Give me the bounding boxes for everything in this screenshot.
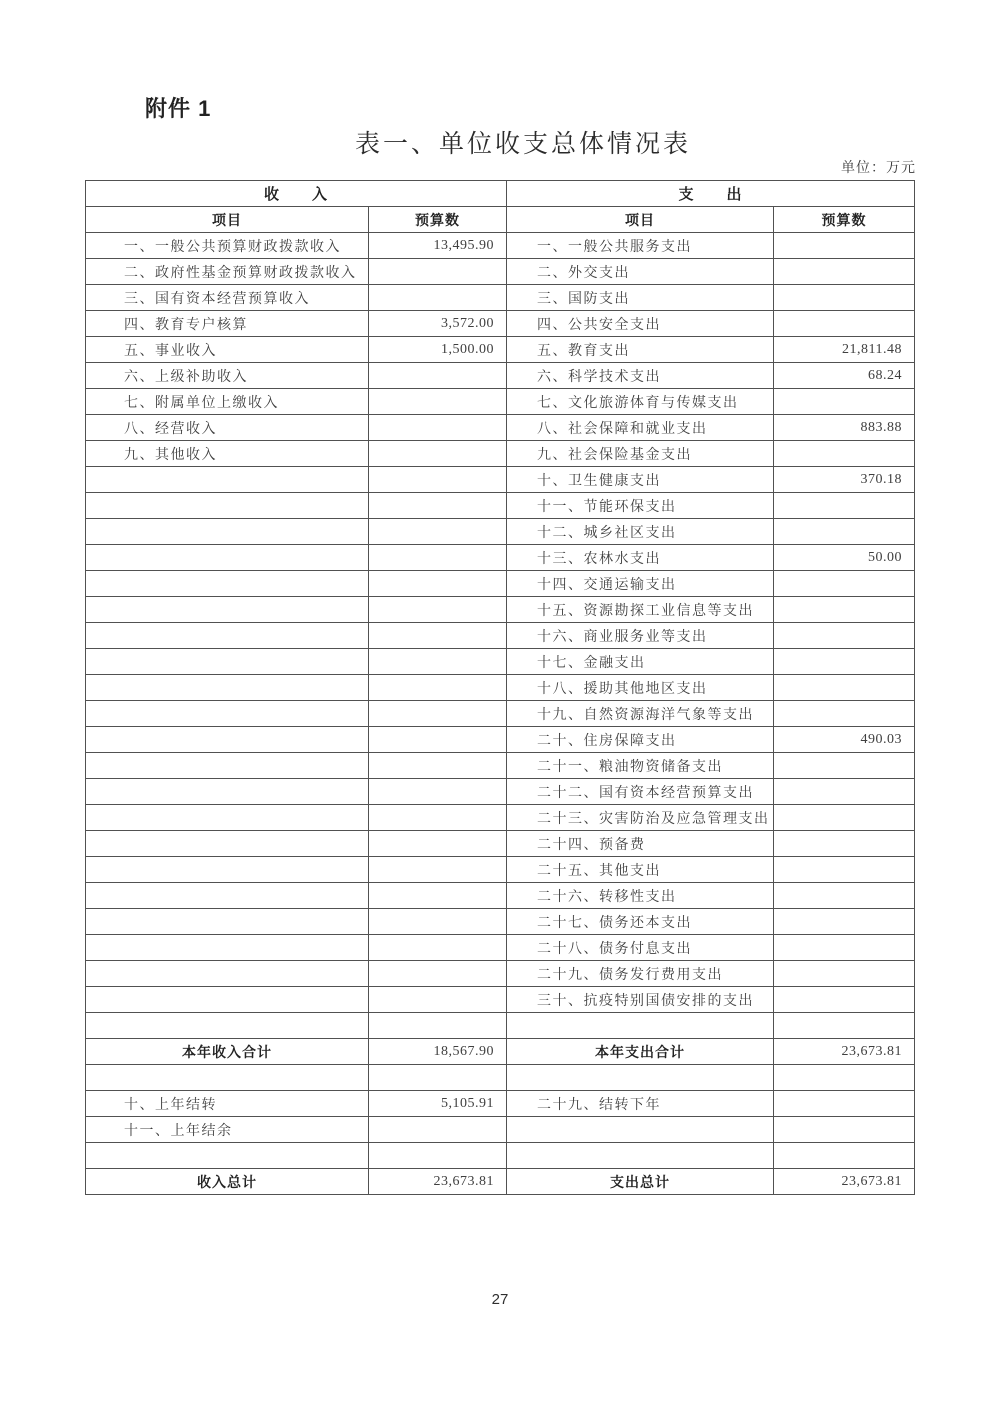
expense-item-cell: 三、国防支出 xyxy=(507,285,774,311)
income-value-cell: 18,567.90 xyxy=(369,1039,507,1065)
expense-item-header: 项目 xyxy=(507,207,774,233)
income-item-cell xyxy=(86,545,369,571)
income-value-cell xyxy=(369,259,507,285)
expense-item-cell: 二十九、结转下年 xyxy=(507,1091,774,1117)
income-item-header: 项目 xyxy=(86,207,369,233)
table-row xyxy=(86,415,915,441)
expense-value-cell xyxy=(774,441,915,467)
table-row xyxy=(86,675,915,701)
income-value-cell xyxy=(369,909,507,935)
expense-value-cell xyxy=(774,987,915,1013)
expense-item-cell: 二十、住房保障支出 xyxy=(507,727,774,753)
income-item-cell xyxy=(86,493,369,519)
income-item-cell xyxy=(86,1013,369,1039)
income-value-cell xyxy=(369,675,507,701)
expense-value-cell xyxy=(774,597,915,623)
table-row xyxy=(86,1065,915,1091)
income-item-cell: 八、经营收入 xyxy=(86,415,369,441)
table-row xyxy=(86,571,915,597)
income-value-cell: 23,673.81 xyxy=(369,1169,507,1195)
income-item-cell xyxy=(86,675,369,701)
expense-value-cell xyxy=(774,1065,915,1091)
table-row xyxy=(86,493,915,519)
income-value-cell xyxy=(369,1065,507,1091)
expense-value-cell xyxy=(774,389,915,415)
expense-value-cell xyxy=(774,961,915,987)
table-row xyxy=(86,1143,915,1169)
expense-value-cell xyxy=(774,649,915,675)
expense-item-cell: 二十一、粮油物资储备支出 xyxy=(507,753,774,779)
expense-value-cell xyxy=(774,883,915,909)
income-value-cell xyxy=(369,597,507,623)
income-item-cell xyxy=(86,753,369,779)
expense-item-cell: 二十八、债务付息支出 xyxy=(507,935,774,961)
expense-item-cell: 二、外交支出 xyxy=(507,259,774,285)
income-value-cell xyxy=(369,519,507,545)
table-row xyxy=(86,389,915,415)
section-header-row xyxy=(86,181,915,207)
expense-value-cell xyxy=(774,623,915,649)
expense-value-cell xyxy=(774,909,915,935)
expense-item-cell: 一、一般公共服务支出 xyxy=(507,233,774,259)
income-value-cell xyxy=(369,883,507,909)
expense-item-cell: 十二、城乡社区支出 xyxy=(507,519,774,545)
income-item-cell: 十、上年结转 xyxy=(86,1091,369,1117)
income-item-cell: 九、其他收入 xyxy=(86,441,369,467)
expense-item-cell: 本年支出合计 xyxy=(507,1039,774,1065)
income-value-cell xyxy=(369,415,507,441)
income-item-cell xyxy=(86,831,369,857)
expense-item-cell: 五、教育支出 xyxy=(507,337,774,363)
income-item-cell: 七、附属单位上缴收入 xyxy=(86,389,369,415)
income-value-cell xyxy=(369,727,507,753)
table-row xyxy=(86,857,915,883)
table-row xyxy=(86,519,915,545)
income-value-cell xyxy=(369,831,507,857)
expense-item-cell xyxy=(507,1117,774,1143)
income-item-cell xyxy=(86,909,369,935)
income-value-cell xyxy=(369,623,507,649)
table-row xyxy=(86,753,915,779)
income-value-cell xyxy=(369,1013,507,1039)
income-value-cell xyxy=(369,857,507,883)
column-header-row xyxy=(86,207,915,233)
table-row xyxy=(86,233,915,259)
income-item-cell xyxy=(86,805,369,831)
income-item-cell xyxy=(86,649,369,675)
expense-value-cell: 490.03 xyxy=(774,727,915,753)
income-item-cell xyxy=(86,779,369,805)
expense-value-cell xyxy=(774,259,915,285)
expense-section-header: 支 出 xyxy=(507,181,915,207)
page-title: 表一、单位收支总体情况表 xyxy=(354,131,691,158)
income-value-cell xyxy=(369,935,507,961)
expense-item-cell: 支出总计 xyxy=(507,1169,774,1195)
total-row xyxy=(86,1039,915,1065)
unit-note: 单位：万元 xyxy=(841,161,916,176)
expense-item-cell: 十、卫生健康支出 xyxy=(507,467,774,493)
table-row xyxy=(86,311,915,337)
table-row xyxy=(86,831,915,857)
income-value-cell xyxy=(369,467,507,493)
expense-item-cell: 二十七、债务还本支出 xyxy=(507,909,774,935)
income-item-cell xyxy=(86,571,369,597)
expense-value-cell: 883.88 xyxy=(774,415,915,441)
table-row xyxy=(86,441,915,467)
table-row xyxy=(86,1117,915,1143)
expense-item-cell: 二十四、预备费 xyxy=(507,831,774,857)
expense-item-cell: 二十九、债务发行费用支出 xyxy=(507,961,774,987)
expense-value-cell xyxy=(774,701,915,727)
income-value-cell xyxy=(369,363,507,389)
table-row xyxy=(86,363,915,389)
expense-item-cell xyxy=(507,1013,774,1039)
table-row xyxy=(86,961,915,987)
expense-value-cell xyxy=(774,753,915,779)
expense-value-cell xyxy=(774,805,915,831)
income-value-cell: 1,500.00 xyxy=(369,337,507,363)
expense-item-cell: 二十二、国有资本经营预算支出 xyxy=(507,779,774,805)
expense-item-cell: 七、文化旅游体育与传媒支出 xyxy=(507,389,774,415)
table-row xyxy=(86,337,915,363)
expense-item-cell: 十三、农林水支出 xyxy=(507,545,774,571)
income-item-cell xyxy=(86,623,369,649)
income-item-cell xyxy=(86,1065,369,1091)
income-value-cell xyxy=(369,805,507,831)
table-row xyxy=(86,259,915,285)
expense-item-cell: 二十三、灾害防治及应急管理支出 xyxy=(507,805,774,831)
income-value-cell xyxy=(369,389,507,415)
table-row xyxy=(86,285,915,311)
table-row xyxy=(86,805,915,831)
expense-value-cell: 23,673.81 xyxy=(774,1039,915,1065)
expense-item-cell: 二十五、其他支出 xyxy=(507,857,774,883)
income-value-cell: 5,105.91 xyxy=(369,1091,507,1117)
expense-value-cell xyxy=(774,493,915,519)
income-value-cell xyxy=(369,753,507,779)
income-item-cell xyxy=(86,597,369,623)
expense-item-cell: 十八、援助其他地区支出 xyxy=(507,675,774,701)
income-value-cell xyxy=(369,961,507,987)
income-section-header: 收 入 xyxy=(86,181,507,207)
income-value-cell xyxy=(369,701,507,727)
income-item-cell xyxy=(86,727,369,753)
expense-item-cell: 十五、资源勘探工业信息等支出 xyxy=(507,597,774,623)
expense-value-cell xyxy=(774,935,915,961)
expense-value-cell xyxy=(774,233,915,259)
expense-value-cell: 50.00 xyxy=(774,545,915,571)
expense-value-cell: 370.18 xyxy=(774,467,915,493)
table-row xyxy=(86,701,915,727)
page-number: 27 xyxy=(491,1291,509,1308)
expense-value-cell xyxy=(774,857,915,883)
income-item-cell: 收入总计 xyxy=(86,1169,369,1195)
income-value-cell xyxy=(369,987,507,1013)
income-value-cell xyxy=(369,545,507,571)
expense-item-cell: 三十、抗疫特别国债安排的支出 xyxy=(507,987,774,1013)
income-item-cell xyxy=(86,987,369,1013)
expense-value-cell xyxy=(774,1117,915,1143)
income-item-cell: 六、上级补助收入 xyxy=(86,363,369,389)
income-value-cell xyxy=(369,285,507,311)
expense-budget-header: 预算数 xyxy=(774,207,915,233)
income-item-cell xyxy=(86,961,369,987)
table-row xyxy=(86,987,915,1013)
expense-item-cell: 六、科学技术支出 xyxy=(507,363,774,389)
income-item-cell xyxy=(86,1143,369,1169)
expense-item-cell: 九、社会保险基金支出 xyxy=(507,441,774,467)
expense-value-cell xyxy=(774,831,915,857)
expense-item-cell: 二十六、转移性支出 xyxy=(507,883,774,909)
expense-item-cell: 十四、交通运输支出 xyxy=(507,571,774,597)
expense-value-cell xyxy=(774,675,915,701)
table-row xyxy=(86,1013,915,1039)
income-value-cell xyxy=(369,1117,507,1143)
expense-item-cell: 十九、自然资源海洋气象等支出 xyxy=(507,701,774,727)
income-budget-header: 预算数 xyxy=(369,207,507,233)
table-row xyxy=(86,1091,915,1117)
expense-value-cell xyxy=(774,285,915,311)
income-item-cell xyxy=(86,935,369,961)
expense-value-cell xyxy=(774,1013,915,1039)
income-value-cell xyxy=(369,571,507,597)
expense-item-cell: 四、公共安全支出 xyxy=(507,311,774,337)
expense-value-cell xyxy=(774,779,915,805)
income-value-cell xyxy=(369,779,507,805)
table-row xyxy=(86,545,915,571)
table-row xyxy=(86,467,915,493)
expense-item-cell: 十一、节能环保支出 xyxy=(507,493,774,519)
income-item-cell xyxy=(86,701,369,727)
income-item-cell xyxy=(86,519,369,545)
income-value-cell xyxy=(369,649,507,675)
expense-value-cell xyxy=(774,519,915,545)
income-item-cell xyxy=(86,467,369,493)
expense-item-cell: 十七、金融支出 xyxy=(507,649,774,675)
expense-value-cell: 21,811.48 xyxy=(774,337,915,363)
income-value-cell xyxy=(369,441,507,467)
table-row xyxy=(86,883,915,909)
expense-value-cell xyxy=(774,1143,915,1169)
table-row xyxy=(86,649,915,675)
expense-value-cell xyxy=(774,571,915,597)
budget-table xyxy=(85,180,915,1195)
expense-value-cell: 68.24 xyxy=(774,363,915,389)
income-item-cell: 三、国有资本经营预算收入 xyxy=(86,285,369,311)
income-item-cell: 四、教育专户核算 xyxy=(86,311,369,337)
income-item-cell: 二、政府性基金预算财政拨款收入 xyxy=(86,259,369,285)
expense-value-cell xyxy=(774,1091,915,1117)
income-value-cell xyxy=(369,1143,507,1169)
income-value-cell: 13,495.90 xyxy=(369,233,507,259)
income-value-cell xyxy=(369,493,507,519)
expense-value-cell: 23,673.81 xyxy=(774,1169,915,1195)
expense-value-cell xyxy=(774,311,915,337)
income-item-cell xyxy=(86,883,369,909)
expense-item-cell: 十六、商业服务业等支出 xyxy=(507,623,774,649)
table-row xyxy=(86,623,915,649)
income-item-cell: 十一、上年结余 xyxy=(86,1117,369,1143)
income-value-cell: 3,572.00 xyxy=(369,311,507,337)
income-item-cell xyxy=(86,857,369,883)
table-row xyxy=(86,909,915,935)
expense-item-cell xyxy=(507,1143,774,1169)
income-item-cell: 本年收入合计 xyxy=(86,1039,369,1065)
budget-table-body xyxy=(86,233,915,1195)
attachment-label: 附件 1 xyxy=(145,96,212,121)
total-row xyxy=(86,1169,915,1195)
table-row xyxy=(86,779,915,805)
table-row xyxy=(86,597,915,623)
table-row xyxy=(86,727,915,753)
expense-item-cell: 八、社会保障和就业支出 xyxy=(507,415,774,441)
table-row xyxy=(86,935,915,961)
expense-item-cell xyxy=(507,1065,774,1091)
income-item-cell: 五、事业收入 xyxy=(86,337,369,363)
income-item-cell: 一、一般公共预算财政拨款收入 xyxy=(86,233,369,259)
